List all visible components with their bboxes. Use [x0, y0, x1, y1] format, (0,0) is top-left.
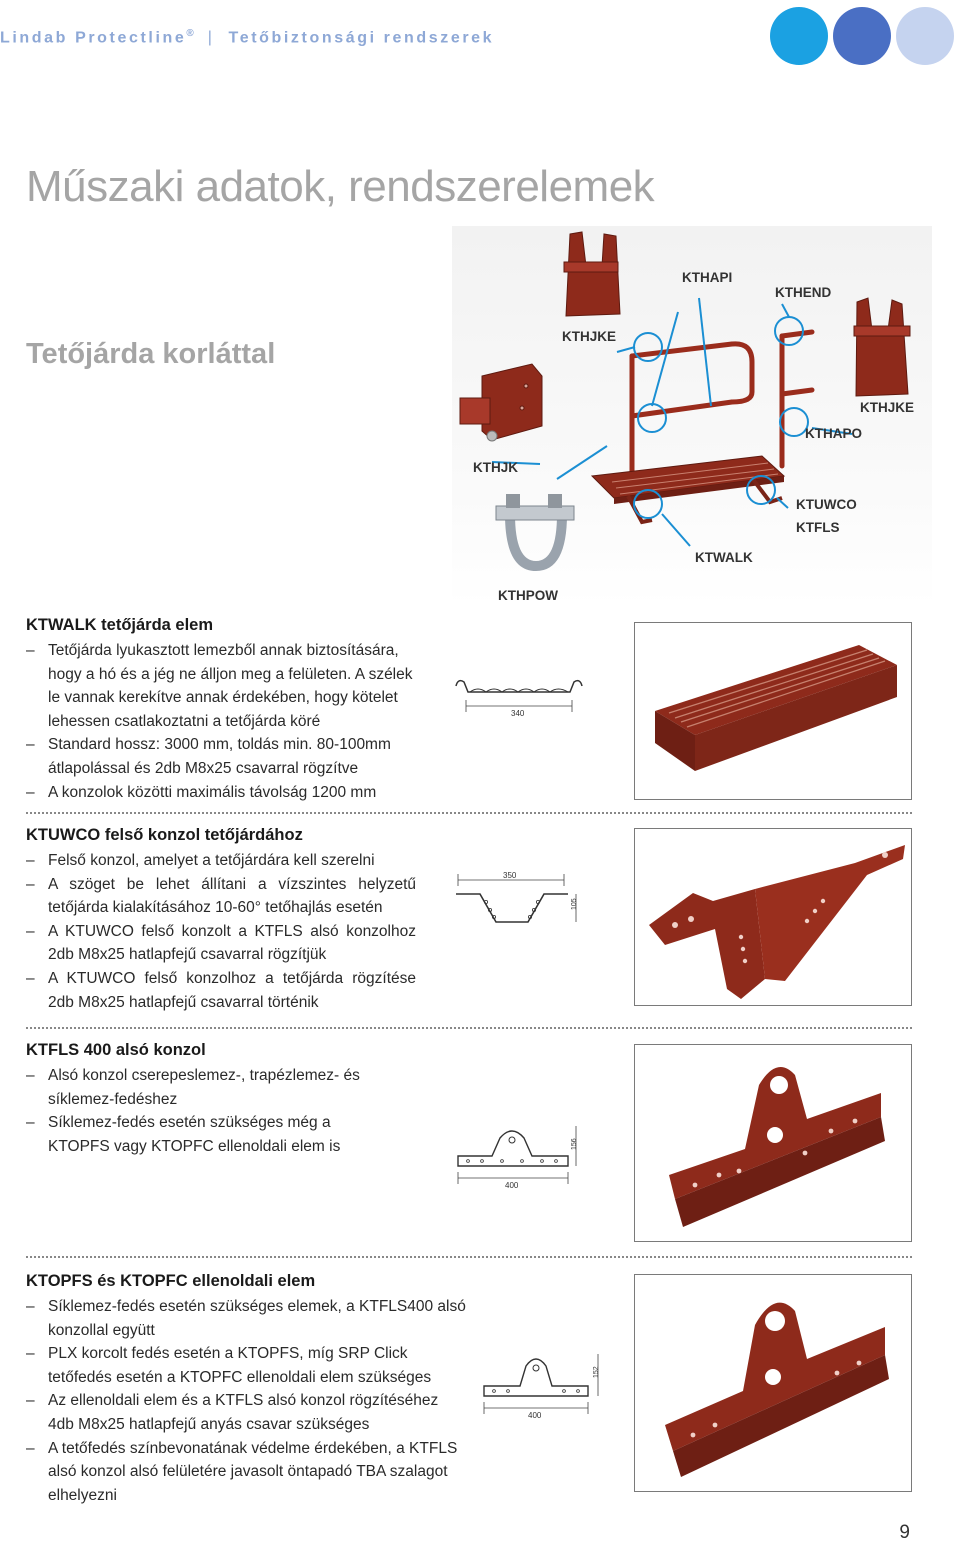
callout-ktuwco: KTUWCO	[796, 497, 857, 512]
product-ktopfs-ktopfc	[26, 1272, 466, 1507]
section-title: Tetőjárda korláttal	[26, 338, 276, 370]
list-item: – A KTUWCO felső konzolhoz a tetőjárda rögzítése 2db M8x25 hatlapfejű csavarral történik	[26, 967, 416, 1014]
callout-kthjke-left: KTHJKE	[562, 329, 617, 344]
list-item: – Felső konzol, amelyet a tetőjárdára kell szerelni	[26, 849, 416, 873]
callout-kthjke-right: KTHJKE	[860, 400, 915, 415]
dimension-label: 156	[571, 1138, 578, 1150]
ktwalk-profile-sketch	[452, 672, 586, 724]
section-divider	[26, 1256, 912, 1258]
callout-kthapo: KTHAPO	[805, 426, 862, 441]
counter-element-image	[635, 1275, 912, 1492]
list-item: – PLX korcolt fedés esetén a KTOPFS, míg SRP Click tetőfedés esetén a KTOPFC ellenoldali elem szükséges	[26, 1342, 466, 1389]
callout-kthapi: KTHAPI	[682, 270, 733, 285]
brand-name: Lindab Protectline	[0, 29, 187, 47]
walkway-grate-image	[635, 623, 912, 800]
dimension-label: 105	[571, 898, 578, 910]
section-divider	[26, 1027, 912, 1029]
ktwalk-photo	[634, 622, 912, 800]
product-spec-list	[26, 1064, 386, 1158]
list-item: – Standard hossz: 3000 mm, toldás min. 80-100mm átlapolással és 2db M8x25 csavarral rögzítve	[26, 733, 426, 780]
brand-dot-icon	[833, 7, 891, 65]
callout-ktwalk: KTWALK	[695, 550, 753, 565]
upper-bracket-image	[635, 829, 912, 1006]
header-separator: |	[207, 29, 215, 47]
ktfls-photo	[634, 1044, 912, 1242]
page-title: Műszaki adatok, rendszerelemek	[26, 162, 655, 211]
callout-kthpow: KTHPOW	[498, 588, 558, 603]
callout-kthjk: KTHJK	[473, 460, 519, 475]
section-divider	[26, 812, 912, 814]
dimension-label: 340	[511, 709, 525, 718]
lower-bracket-image	[635, 1045, 912, 1242]
registered-mark: ®	[186, 28, 194, 39]
list-item: – A szöget be lehet állítani a vízszintes helyzetű tetőjárda kialakításához 10-60° tetőhajlás esetén	[26, 873, 416, 920]
list-item: – A konzolok közötti maximális távolság 1200 mm	[26, 781, 426, 805]
product-ktfls	[26, 1041, 386, 1158]
product-spec-list	[26, 639, 426, 804]
callout-ktfls: KTFLS	[796, 520, 840, 535]
header-brand	[0, 28, 494, 47]
list-item: – Tetőjárda lyukasztott lemezből annak biztosítására, hogy a hó és a jég ne álljon meg a felületen. A szélek le vannak kerekítve annak érdekében, hogy kötelet lehessen csatlakoztatni a tetőjárda köré	[26, 639, 426, 733]
dimension-label: 350	[503, 871, 517, 880]
header-subtitle: Tetőbiztonsági rendszerek	[228, 29, 495, 47]
list-item: – Síklemez-fedés esetén szükséges elemek, a KTFLS400 alsó konzollal együtt	[26, 1295, 466, 1342]
product-title: KTOPFS és KTOPFC ellenoldali elem	[26, 1272, 316, 1290]
dimension-label: 400	[505, 1181, 519, 1190]
product-spec-list	[26, 1295, 466, 1507]
dimension-label: 152	[593, 1366, 600, 1378]
ktuwco-photo	[634, 828, 912, 1006]
product-title: KTFLS 400 alsó konzol	[26, 1041, 206, 1059]
ktopfs-photo	[634, 1274, 912, 1492]
product-ktuwco	[26, 826, 416, 1014]
list-item: – A KTUWCO felső konzolt a KTFLS alsó konzolhoz 2db M8x25 hatlapfejű csavarral rögzítjük	[26, 920, 416, 967]
brand-dot-icon	[770, 7, 828, 65]
list-item: – A tetőfedés színbevonatának védelme érdekében, a KTFLS alsó konzol alsó felületére javasolt öntapadó TBA szalagot elhelyezni	[26, 1437, 466, 1508]
product-title: KTUWCO felső konzol tetőjárdához	[26, 826, 303, 844]
ktfls-profile-sketch	[452, 1120, 588, 1194]
ktuwco-profile-sketch	[452, 866, 588, 932]
brand-dot-icon	[896, 7, 954, 65]
list-item: – Síklemez-fedés esetén szükséges még a KTOPFS vagy KTOPFC ellenoldali elem is	[26, 1111, 386, 1158]
product-spec-list	[26, 849, 416, 1014]
product-title: KTWALK tetőjárda elem	[26, 616, 214, 634]
ktopfs-profile-sketch	[480, 1350, 612, 1424]
product-ktwalk	[26, 616, 426, 804]
hero-illustration	[452, 226, 932, 606]
page-number: 9	[899, 1522, 910, 1542]
callout-kthend: KTHEND	[775, 285, 832, 300]
dimension-label: 400	[528, 1411, 542, 1420]
list-item: – Alsó konzol cserepeslemez-, trapézlemez- és síklemez-fedéshez	[26, 1064, 386, 1111]
list-item: – Az ellenoldali elem és a KTFLS alsó konzol rögzítéséhez 4db M8x25 hatlapfejű anyás csavar szükséges	[26, 1389, 466, 1436]
